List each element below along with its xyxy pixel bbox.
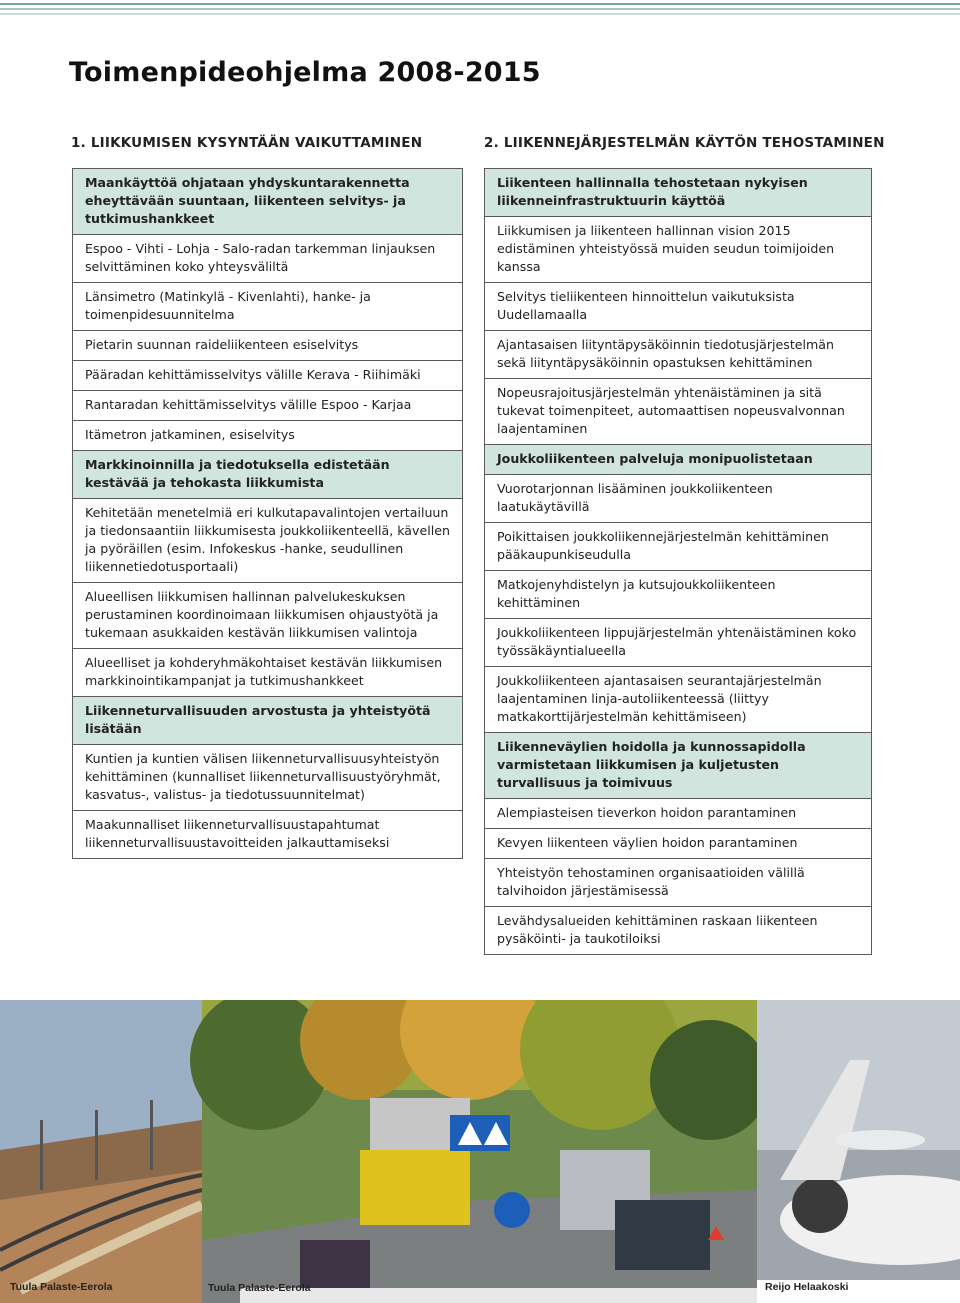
measure-item: Espoo - Vihti - Lohja - Salo-radan tarkemman linjauksen selvittäminen koko yhteysväliltä <box>73 235 462 283</box>
section-header: Liikenneväylien hoidolla ja kunnossapidolla varmistetaan liikkumisen ja kuljetusten turvallisuus ja toimivuus <box>485 733 871 799</box>
right-column-heading: 2. LIIKENNEJÄRJESTELMÄN KÄYTÖN TEHOSTAMINEN <box>484 135 885 151</box>
measure-item: Liikkumisen ja liikenteen hallinnan vision 2015 edistäminen yhteistyössä muiden seudun toimijoiden kanssa <box>485 217 871 283</box>
measure-item: Vuorotarjonnan lisääminen joukkoliikenteen laatukäytävillä <box>485 475 871 523</box>
measure-item: Pääradan kehittämisselvitys välille Kerava - Riihimäki <box>73 361 462 391</box>
measure-item: Alueelliset ja kohderyhmäkohtaiset kestävän liikkumisen markkinointikampanjat ja tutkimushankkeet <box>73 649 462 697</box>
left-column-heading: 1. LIIKKUMISEN KYSYNTÄÄN VAIKUTTAMINEN <box>71 135 423 151</box>
measure-item: Selvitys tieliikenteen hinnoittelun vaikutuksista Uudellamaalla <box>485 283 871 331</box>
measure-item: Matkojenyhdistelyn ja kutsujoukkoliikenteen kehittäminen <box>485 571 871 619</box>
measure-item: Joukkoliikenteen ajantasaisen seurantajärjestelmän laajentaminen linja-autoliikenteessä (liittyy matkakorttijärjestelmän kehittämiseen) <box>485 667 871 733</box>
measure-item: Rantaradan kehittämisselvitys välille Espoo - Karjaa <box>73 391 462 421</box>
measure-item: Nopeusrajoitusjärjestelmän yhtenäistäminen ja sitä tukevat toimenpiteet, automaattisen nopeusvalvonnan laajentaminen <box>485 379 871 445</box>
measure-item: Kehitetään menetelmiä eri kulkutapavalintojen vertailuun ja tiedonsaantiin liikkumisesta joukkoliikenteellä, kävellen ja pyöräillen (esim. Infokeskus -hanke, seudullinen liikennetiedotusportaali) <box>73 499 462 583</box>
measure-item: Länsimetro (Matinkylä - Kivenlahti), hanke- ja toimenpidesuunnitelma <box>73 283 462 331</box>
photo-collage <box>0 1000 960 1303</box>
measure-item: Levähdysalueiden kehittäminen raskaan liikenteen pysäköinti- ja taukotiloiksi <box>497 913 818 946</box>
street-photo <box>190 1000 770 1303</box>
section-header: Liikenneturvallisuuden arvostusta ja yhteistyötä lisätään <box>73 697 462 745</box>
left-measures-table <box>72 168 463 859</box>
measure-item: Maakunnalliset liikenneturvallisuustapahtumat liikenneturvallisuustavoitteiden jalkauttamiseksi <box>85 817 390 850</box>
top-rule-3 <box>0 13 960 15</box>
measure-item: Alueellisen liikkumisen hallinnan palvelukeskuksen perustaminen koordinoimaan liikkumisen ohjaustyötä ja tukemaan asukkaiden kestävän liikkumisen valintoja <box>73 583 462 649</box>
measure-item: Pietarin suunnan raideliikenteen esiselvitys <box>73 331 462 361</box>
measure-item: Poikittaisen joukkoliikennejärjestelmän kehittäminen pääkaupunkiseudulla <box>485 523 871 571</box>
airport-photo <box>757 1000 960 1303</box>
photo-strip <box>0 1000 960 1303</box>
right-measures-table <box>484 168 872 955</box>
top-rule-2 <box>0 8 960 10</box>
measure-item: Kevyen liikenteen väylien hoidon parantaminen <box>485 829 871 859</box>
measure-item: Yhteistyön tehostaminen organisaatioiden välillä talvihoidon järjestämisessä <box>485 859 871 907</box>
section-header: Liikenteen hallinnalla tehostetaan nykyisen liikenneinfrastruktuurin käyttöä <box>485 169 871 217</box>
page-title: Toimenpideohjelma 2008-2015 <box>69 57 541 88</box>
railway-photo <box>0 1000 202 1303</box>
section-header: Maankäyttöä ohjataan yhdyskuntarakennetta eheyttävään suuntaan, liikenteen selvitys- ja tutkimushankkeet <box>73 169 462 235</box>
section-header: Markkinoinnilla ja tiedotuksella edistetään kestävää ja tehokasta liikkumista <box>73 451 462 499</box>
photo-caption-2: Tuula Palaste-Eerola <box>208 1282 311 1294</box>
top-rule-1 <box>0 3 960 5</box>
photo-caption-3: Reijo Helaakoski <box>765 1281 849 1293</box>
measure-item: Itämetron jatkaminen, esiselvitys <box>73 421 462 451</box>
photo-caption-1: Tuula Palaste-Eerola <box>10 1281 113 1293</box>
section-header: Joukkoliikenteen palveluja monipuolistetaan <box>485 445 871 475</box>
measure-item: Joukkoliikenteen lippujärjestelmän yhtenäistäminen koko työssäkäyntialueella <box>485 619 871 667</box>
measure-item: Kuntien ja kuntien välisen liikenneturvallisuusyhteistyön kehittäminen (kunnalliset liikenneturvallisuustyöryhmät, kasvatus-, valistus- ja tiedotussuunnitelmat) <box>73 745 462 811</box>
measure-item: Ajantasaisen liityntäpysäköinnin tiedotusjärjestelmän sekä liityntäpysäköinnin opastuksen kehittäminen <box>485 331 871 379</box>
measure-item: Alempiasteisen tieverkon hoidon parantaminen <box>485 799 871 829</box>
